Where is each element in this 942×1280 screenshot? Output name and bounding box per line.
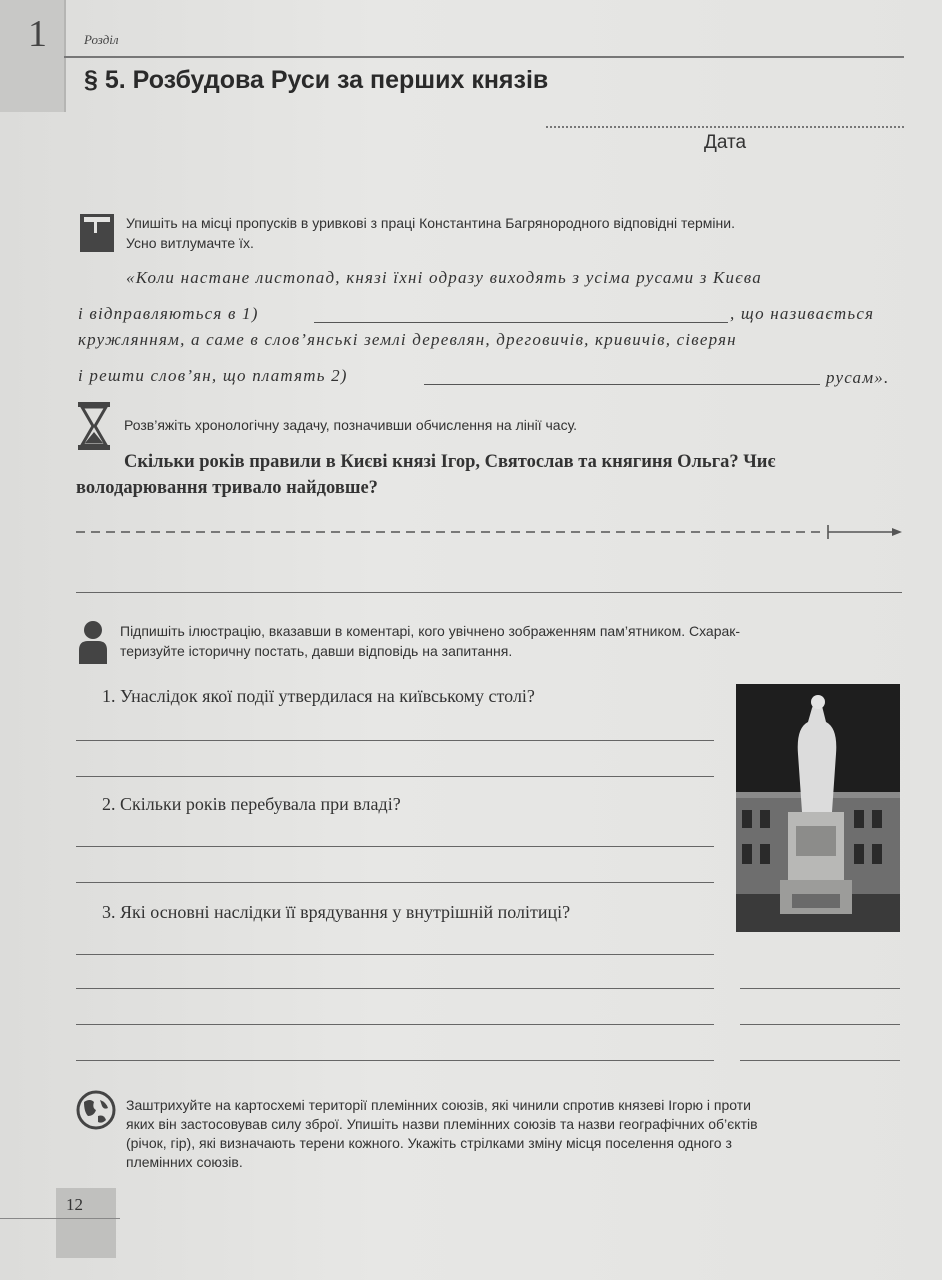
person-icon: [78, 620, 108, 664]
task4-instruction-line1: Заштрихуйте на картосхемі території племінних союзів, які чинили спротив князеві Ігорю і проти: [126, 1097, 751, 1113]
task4-instruction-line2: яких він застосовував силу зброї. Упишіть назви племінних союзів та назви географічних об’єктів: [126, 1116, 758, 1132]
quote-line1: «Коли настане листопад, князі їхні одразу виходять з усіма русами з Києва: [126, 268, 762, 287]
task1-instruction-line2: Усно витлумачте їх.: [126, 235, 254, 251]
page-title: § 5. Розбудова Руси за перших князів: [84, 66, 549, 94]
answer-line[interactable]: [76, 740, 714, 741]
quote-line3: кружлянням, а саме в слов’янські землі деревлян, дреговичів, кривичів, сіверян: [78, 330, 737, 349]
caption-line[interactable]: [740, 1060, 900, 1061]
task3-instruction-line1: Підпишіть ілюстрацію, вказавши в коментарі, кого увічнено зображенням пам’ятником. Схарак-: [120, 623, 741, 639]
hourglass-icon: [76, 402, 112, 450]
book-icon: [80, 214, 114, 252]
blank-2-field[interactable]: [424, 384, 820, 385]
task1-instruction-line1: Упишіть на місці пропусків в уривкові з праці Константина Багрянородного відповідні терміни.: [126, 215, 735, 231]
timeline[interactable]: [76, 522, 904, 542]
page-number: 12: [66, 1195, 83, 1214]
quote-line4-end: русам».: [826, 368, 890, 387]
answer-line[interactable]: [76, 1024, 714, 1025]
question-3: 3. Які основні наслідки її врядування у внутрішній політиці?: [102, 902, 571, 922]
monument-photo: [736, 684, 900, 932]
answer-line[interactable]: [76, 882, 714, 883]
header-divider: [64, 56, 904, 58]
task4-instruction-line4: племінних союзів.: [126, 1154, 243, 1170]
caption-line[interactable]: [740, 1024, 900, 1025]
question-2: 2. Скільки років перебувала при владі?: [102, 794, 401, 814]
date-label: Дата: [704, 132, 747, 153]
chapter-number: 1: [28, 13, 47, 55]
quote-line2-end: , що називається: [730, 304, 875, 323]
section-label: Розділ: [84, 32, 119, 47]
task3-instruction-line2: теризуйте історичну постать, давши відповідь на запитання.: [120, 643, 513, 659]
date-field[interactable]: [546, 126, 904, 128]
blank-1-field[interactable]: [314, 322, 728, 323]
task2-instruction: Розв’яжіть хронологічну задачу, позначивши обчислення на лінії часу.: [124, 417, 578, 433]
answer-line[interactable]: [76, 988, 714, 989]
footer-divider: [0, 1218, 120, 1219]
task2-question-line1: Скільки років правили в Києві князі Ігор, Святослав та княгиня Ольга? Чиє: [124, 452, 776, 472]
answer-line[interactable]: [76, 1060, 714, 1061]
quote-line4-start: і решти слов’ян, що платять 2): [78, 366, 348, 385]
task4-instruction-line3: (річок, гір), які визначають терени кожного. Укажіть стрілками зміну місця поселення одного з: [126, 1135, 732, 1151]
answer-line[interactable]: [76, 846, 714, 847]
quote-line2-start: і відправляються в 1): [78, 304, 259, 323]
globe-icon: [76, 1090, 116, 1130]
page-number-tab: [56, 1188, 116, 1258]
answer-line[interactable]: [76, 776, 714, 777]
caption-line[interactable]: [740, 988, 900, 989]
answer-line[interactable]: [76, 954, 714, 955]
answer-line[interactable]: [76, 592, 902, 593]
task2-question-line2: володарювання тривало найдовше?: [76, 478, 378, 498]
question-1: 1. Унаслідок якої події утвердилася на київському столі?: [102, 686, 535, 706]
